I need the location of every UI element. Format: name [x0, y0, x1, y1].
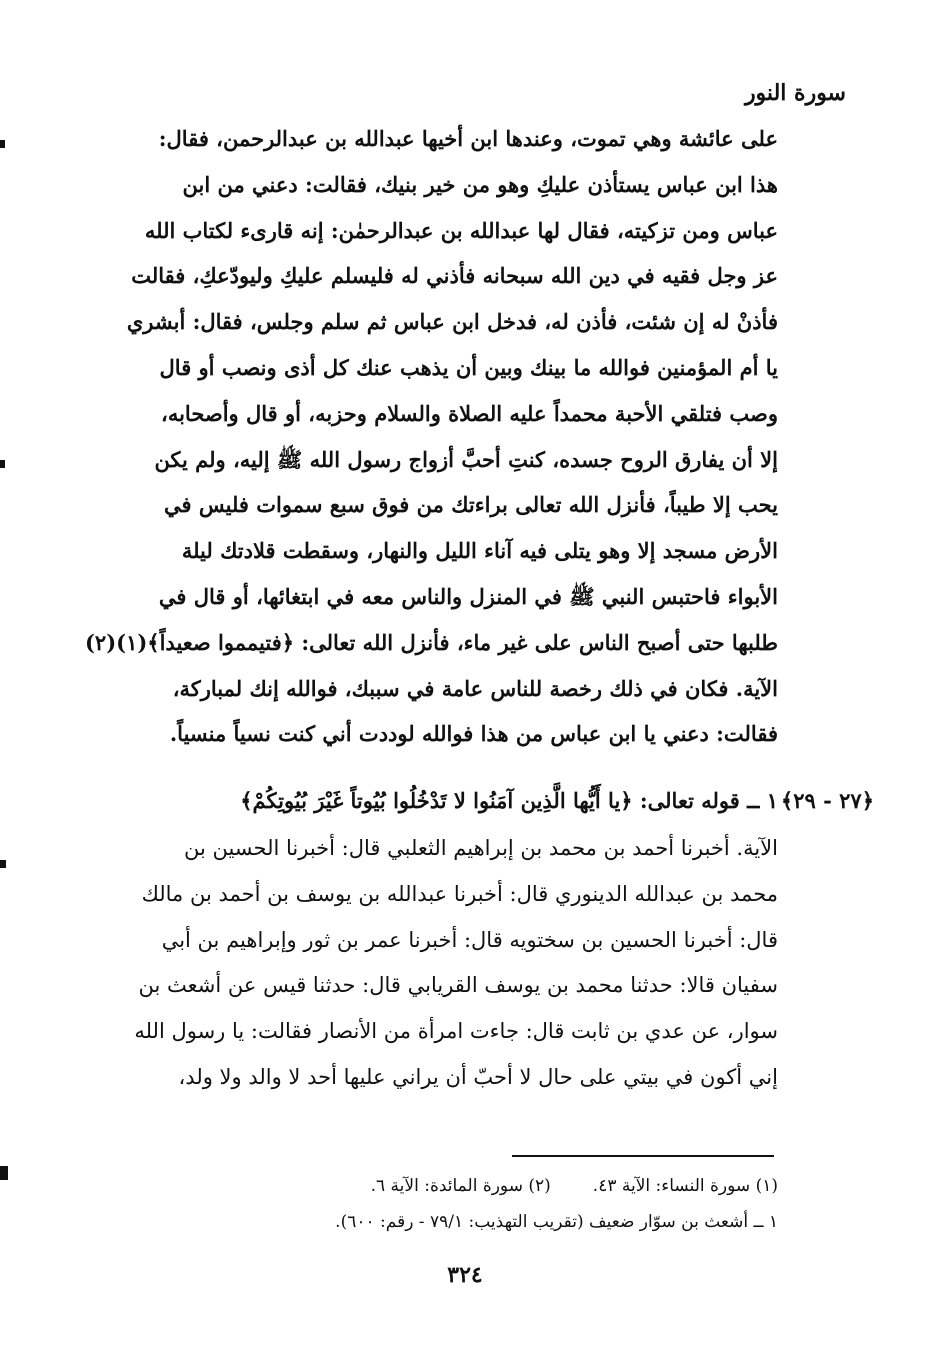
- body-line: هذا ابن عباس يستأذن عليكِ وهو من خير بنيك، فقالت: دعني من ابن: [182, 171, 778, 197]
- footnote-2: (٢) سورة المائدة: الآية ٦.: [370, 1176, 551, 1196]
- body-line: طلبها حتى أصبح الناس على غير ماء، فأنزل الله تعالى: ﴿فتيمموا صعيداً﴾(١)(٢): [84, 629, 778, 655]
- surah-title: سورة النور: [744, 80, 846, 106]
- narration-line: سوار، عن عدي بن ثابت قال: جاءت امرأة من الأنصار فقالت: يا رسول الله: [134, 1019, 778, 1044]
- body-line: على عائشة وهي تموت، وعندها ابن أخيها عبدالله بن عبدالرحمن، فقال:: [158, 126, 778, 151]
- narration-line: قال: أخبرنا الحسين بن سختويه قال: أخبرنا عمر بن ثور وإبراهيم بن أبي: [161, 927, 778, 952]
- narration-line: محمد بن عبدالله الدينوري قال: أخبرنا عبدالله بن يوسف بن أحمد بن مالك: [141, 881, 778, 906]
- verse-heading: [144, 778, 874, 824]
- verse-reference: ﴿٢٧ - ٢٩﴾: [780, 788, 874, 813]
- body-line: يحب إلا طيباً، فأنزل الله تعالى براءتك من فوق سبع سموات فليس في: [163, 492, 778, 518]
- body-line: يا أم المؤمنين فوالله ما بينك وبين أن يذهب عنك كل أذى ونصب أو قال: [159, 354, 778, 380]
- narration-line: سفيان قالا: حدثنا محمد بن يوسف القريابي قال: حدثنا قيس عن أشعث بن: [138, 973, 778, 998]
- footnote-3: ١ ــ أشعث بن سوّار ضعيف (تقريب التهذيب: ٧٩/١ - رقم: ٦٠٠).: [335, 1212, 778, 1232]
- body-line: الآية. فكان في ذلك رخصة للناس عامة في سببك، فوالله إنك لمباركة،: [172, 675, 778, 701]
- footnote-1: (١) سورة النساء: الآية ٤٣.: [592, 1176, 778, 1196]
- scan-edge-mark: [0, 460, 5, 468]
- footnote-divider: [512, 1155, 774, 1157]
- page-number: ٣٢٤: [447, 1262, 483, 1288]
- narration-line: إني أكون في بيتي على حال لا أحبّ أن يراني عليها أحد لا والد ولا ولد،: [178, 1064, 778, 1089]
- narration-line: الآية. أخبرنا أحمد بن محمد بن إبراهيم الثعلبي قال: أخبرنا الحسين بن: [183, 836, 778, 860]
- scan-edge-mark: [0, 140, 5, 148]
- verse-text: ١ ــ قوله تعالى: ﴿يا أَيُّها الَّذِين آمَنُوا لا تَدْخُلُوا بُيُوتاً غَيْرَ بُيُوتِكُمْ﴾: [240, 788, 778, 813]
- footnotes: [178, 1168, 778, 1240]
- footnote-row: [178, 1168, 778, 1204]
- body-line: عز وجل فقيه في دين الله سبحانه فأذني له فليسلم عليكِ وليودّعكِ، فقالت: [131, 263, 778, 289]
- body-line: الأبواء فاحتبس النبي ﷺ في المنزل والناس معه في ابتغائها، أو قال في: [158, 583, 778, 609]
- commentary-body: [84, 116, 778, 757]
- body-line: الأرض مسجد إلا وهو يتلى فيه آناء الليل والنهار، وسقطت قلادتك ليلة: [181, 538, 778, 564]
- body-line: فأذنْ له إن شئت، فأذن له، فدخل ابن عباس ثم سلم وجلس، فقال: أبشري: [126, 309, 778, 335]
- body-line: فقالت: دعني يا ابن عباس من هذا فوالله لوددت أني كنت نسياً منسياً.: [169, 721, 778, 747]
- scan-edge-mark: [0, 1166, 8, 1180]
- scan-edge-mark: [0, 860, 6, 868]
- narration-body: [134, 826, 778, 1101]
- body-line: وصب فتلقي الأحبة محمداً عليه الصلاة والسلام وحزبه، أو قال وأصحابه،: [161, 400, 778, 426]
- body-line: عباس ومن تزكيته، فقال لها عبدالله بن عبدالرحمٰن: إنه قارىء لكتاب الله: [144, 217, 778, 243]
- body-line: إلا أن يفارق الروح جسده، كنتِ أحبَّ أزواج رسول الله ﷺ إليه، ولم يكن: [154, 446, 778, 472]
